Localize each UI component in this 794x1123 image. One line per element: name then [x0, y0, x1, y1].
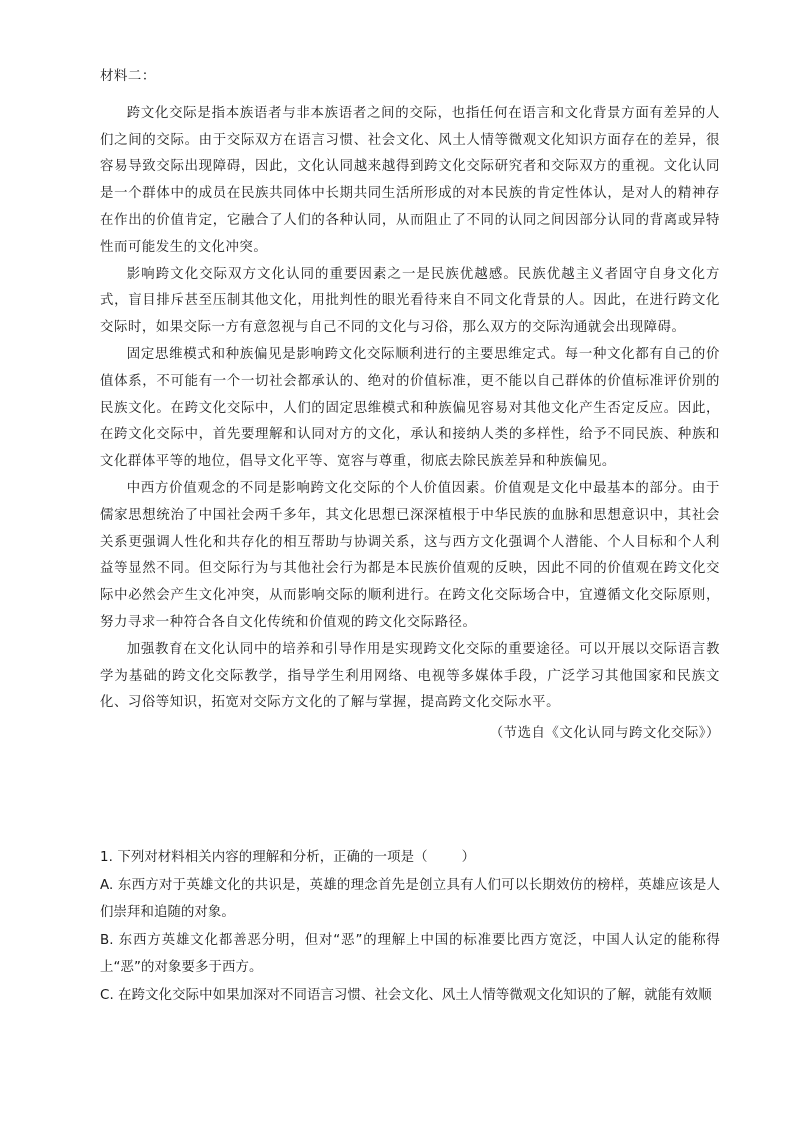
passage-paragraph: 影响跨文化交际双方文化认同的重要因素之一是民族优越感。民族优越主义者固守自身文化方式，盲目排斥甚至压制其他文化，用批判性的眼光看待来自不同文化背景的人。因此，在进行跨文化交际时，如果交际一方有意忽视与自己不同的文化与习俗，那么双方的交际沟通就会出现障碍。 [100, 266, 720, 336]
question-stem [100, 844, 720, 872]
passage-paragraph: 加强教育在文化认同中的培养和引导作用是实现跨文化交际的重要途径。可以开展以交际语言教学为基础的跨文化交际教学，指导学生利用网络、电视等多媒体手段，广泛学习其他国家和民族文化、习俗等知识，拓宽对交际方文化的了解与掌握，提高跨文化交际水平。 [100, 641, 720, 711]
source-citation: （节选自《文化认同与跨文化交际》） [489, 726, 720, 742]
passage-paragraph: 中西方价值观念的不同是影响跨文化交际的个人价值因素。价值观是文化中最基本的部分。由于儒家思想统治了中国社会两千多年，其文化思想已深深植根于中华民族的血脉和思想意识中，其社会关系更强调人性化和共存化的相互帮助与协调关系，这与西方文化强调个人潜能、个人目标和个人利益等显然不同。但交际行为与其他社会行为都是本民族价值观的反映，因此不同的价值观在跨文化交际中必然会产生文化冲突，从而影响交际的顺利进行。在跨文化交际场合中，宜遵循文化交际原则，努力寻求一种符合各自文化传统和价值观的跨文化交际路径。 [100, 480, 720, 630]
question-block [100, 844, 720, 1010]
material-label: 材料二： [100, 69, 156, 84]
material-passage [100, 64, 720, 748]
question-stem-close: ） [461, 850, 476, 865]
option-c: C. 在跨文化交际中如果加深对不同语言习惯、社会文化、风土人情等微观文化知识的了解，就能有效顺 [100, 987, 712, 1003]
option-b: B. 东西方英雄文化都善恶分明，但对“恶”的理解上中国的标准要比西方宽泛，中国人认定的能称得上“恶”的对象要多于西方。 [100, 932, 720, 976]
passage-paragraph: 固定思维模式和种族偏见是影响跨文化交际顺利进行的主要思维定式。每一种文化都有自己的价值体系，不可能有一个一切社会都承认的、绝对的价值标准，更不能以自己群体的价值标准评价别的民族文化。在跨文化交际中，人们的固定思维模式和种族偏见容易对其他文化产生否定反应。因此，在跨文化交际中，首先要理解和认同对方的文化，承认和接纳人类的多样性，给予不同民族、种族和文化群体平等的地位，倡导文化平等、宽容与尊重，彻底去除民族差异和种族偏见。 [100, 346, 720, 470]
question-stem-text: 1. 下列对材料相关内容的理解和分析，正确的一项是（ [100, 850, 428, 865]
passage-paragraph: 跨文化交际是指本族语者与非本族语者之间的交际，也指任何在语言和文化背景方面有差异的人们之间的交际。由于交际双方在语言习惯、社会文化、风土人情等微观文化知识方面存在的差异，很容易导致交际出现障碍，因此，文化认同越来越得到跨文化交际研究者和交际双方的重视。文化认同是一个群体中的成员在民族共同体中长期共同生活所形成的对本民族的肯定性体认，是对人的精神存在作出的价值肯定，它融合了人们的各种认同，从而阻止了不同的认同之间因部分认同的背离或异特性而可能发生的文化冲突。 [100, 105, 720, 255]
option-a: A. 东西方对于英雄文化的共识是，英雄的理念首先是创立具有人们可以长期效仿的榜样，英雄应该是人们崇拜和追随的对象。 [100, 877, 720, 921]
